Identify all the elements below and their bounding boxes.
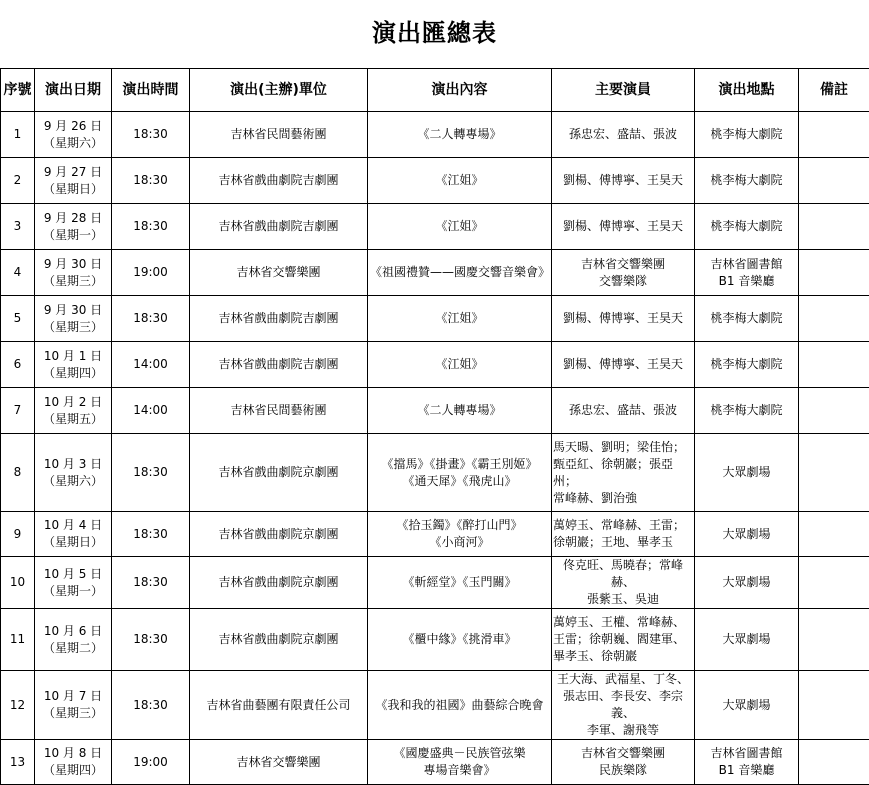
cell-note <box>799 671 869 740</box>
cell-venue: 吉林省圖書館 B1 音樂廳 <box>695 250 799 296</box>
cell-date: 10 月 8 日 （星期四） <box>35 740 112 785</box>
cell-content: 《我和我的祖國》曲藝綜合晚會 <box>368 671 552 740</box>
cell-venue: 桃李梅大劇院 <box>695 342 799 388</box>
cell-venue: 吉林省圖書館 B1 音樂廳 <box>695 740 799 785</box>
table-row <box>1 250 869 296</box>
header-cell-date: 演出日期 <box>35 69 112 112</box>
cell-note <box>799 609 869 671</box>
cell-date: 10 月 2 日 （星期五） <box>35 388 112 434</box>
table-row <box>1 342 869 388</box>
cell-note <box>799 158 869 204</box>
cell-org: 吉林省曲藝團有限責任公司 <box>190 671 368 740</box>
table-row <box>1 388 869 434</box>
cell-time: 18:30 <box>112 434 190 512</box>
cell-org: 吉林省戲曲劇院京劇團 <box>190 512 368 557</box>
cell-date: 10 月 1 日 （星期四） <box>35 342 112 388</box>
cell-content: 《櫃中緣》《挑滑車》 <box>368 609 552 671</box>
page-title: 演出匯總表 <box>0 0 869 60</box>
cell-time: 18:30 <box>112 557 190 609</box>
cell-actors: 劉楊、傅博寧、王昊天 <box>552 158 695 204</box>
cell-time: 18:30 <box>112 158 190 204</box>
cell-content: 《二人轉專場》 <box>368 388 552 434</box>
cell-time: 18:30 <box>112 204 190 250</box>
cell-org: 吉林省戲曲劇院吉劇團 <box>190 342 368 388</box>
cell-venue: 桃李梅大劇院 <box>695 204 799 250</box>
cell-note <box>799 388 869 434</box>
cell-note <box>799 557 869 609</box>
table-row <box>1 609 869 671</box>
table-row <box>1 740 869 785</box>
cell-org: 吉林省戲曲劇院京劇團 <box>190 609 368 671</box>
cell-content: 《國慶盛典－民族管弦樂 專場音樂會》 <box>368 740 552 785</box>
cell-venue: 大眾劇場 <box>695 434 799 512</box>
header-cell-org: 演出(主辦)單位 <box>190 69 368 112</box>
cell-venue: 桃李梅大劇院 <box>695 112 799 158</box>
cell-content: 《江姐》 <box>368 158 552 204</box>
cell-content: 《斬經堂》《玉門關》 <box>368 557 552 609</box>
cell-actors: 馬天暘、劉明；梁佳怡； 甄亞紅、徐朝巖；張亞州； 常峰赫、劉治強 <box>552 434 695 512</box>
cell-no: 3 <box>1 204 35 250</box>
cell-no: 2 <box>1 158 35 204</box>
cell-actors: 佟克旺、馬曉春；常峰赫、 張紫玉、吳迪 <box>552 557 695 609</box>
cell-content: 《拾玉鐲》《醉打山門》 《小商河》 <box>368 512 552 557</box>
header-cell-note: 備註 <box>799 69 869 112</box>
cell-date: 9 月 26 日 （星期六） <box>35 112 112 158</box>
cell-venue: 大眾劇場 <box>695 609 799 671</box>
cell-org: 吉林省民間藝術團 <box>190 388 368 434</box>
cell-actors: 劉楊、傅博寧、王昊天 <box>552 204 695 250</box>
cell-date: 9 月 30 日 （星期三） <box>35 296 112 342</box>
cell-venue: 桃李梅大劇院 <box>695 158 799 204</box>
cell-org: 吉林省戲曲劇院京劇團 <box>190 557 368 609</box>
cell-org: 吉林省戲曲劇院吉劇團 <box>190 296 368 342</box>
cell-time: 18:30 <box>112 671 190 740</box>
header-cell-time: 演出時間 <box>112 69 190 112</box>
cell-date: 9 月 30 日 （星期三） <box>35 250 112 296</box>
cell-actors: 孫忠宏、盛喆、張波 <box>552 388 695 434</box>
cell-org: 吉林省戲曲劇院京劇團 <box>190 434 368 512</box>
header-cell-venue: 演出地點 <box>695 69 799 112</box>
cell-note <box>799 112 869 158</box>
cell-date: 9 月 27 日 （星期日） <box>35 158 112 204</box>
cell-content: 《二人轉專場》 <box>368 112 552 158</box>
cell-actors: 萬婷玉、常峰赫、王雷； 徐朝巖；王地、畢孝玉 <box>552 512 695 557</box>
table-row <box>1 204 869 250</box>
cell-actors: 吉林省交響樂團 民族樂隊 <box>552 740 695 785</box>
cell-time: 18:30 <box>112 296 190 342</box>
cell-no: 13 <box>1 740 35 785</box>
cell-actors: 劉楊、傅博寧、王昊天 <box>552 342 695 388</box>
cell-content: 《祖國禮贊——國慶交響音樂會》 <box>368 250 552 296</box>
performance-table <box>0 68 869 785</box>
cell-no: 12 <box>1 671 35 740</box>
cell-note <box>799 342 869 388</box>
cell-note <box>799 434 869 512</box>
cell-no: 10 <box>1 557 35 609</box>
cell-venue: 大眾劇場 <box>695 512 799 557</box>
cell-date: 10 月 6 日 （星期二） <box>35 609 112 671</box>
cell-time: 14:00 <box>112 342 190 388</box>
cell-no: 5 <box>1 296 35 342</box>
cell-note <box>799 740 869 785</box>
cell-venue: 桃李梅大劇院 <box>695 388 799 434</box>
cell-org: 吉林省戲曲劇院吉劇團 <box>190 158 368 204</box>
cell-no: 8 <box>1 434 35 512</box>
table-row <box>1 296 869 342</box>
cell-content: 《擋馬》《掛畫》《霸王別姬》 《通天犀》《飛虎山》 <box>368 434 552 512</box>
cell-time: 18:30 <box>112 609 190 671</box>
table-row <box>1 158 869 204</box>
cell-content: 《江姐》 <box>368 204 552 250</box>
cell-note <box>799 296 869 342</box>
cell-note <box>799 512 869 557</box>
cell-time: 19:00 <box>112 740 190 785</box>
cell-date: 10 月 7 日 （星期三） <box>35 671 112 740</box>
cell-note <box>799 250 869 296</box>
cell-note <box>799 204 869 250</box>
cell-time: 18:30 <box>112 112 190 158</box>
cell-actors: 劉楊、傅博寧、王昊天 <box>552 296 695 342</box>
cell-date: 10 月 3 日 （星期六） <box>35 434 112 512</box>
cell-venue: 大眾劇場 <box>695 671 799 740</box>
cell-content: 《江姐》 <box>368 296 552 342</box>
cell-time: 19:00 <box>112 250 190 296</box>
cell-date: 9 月 28 日 （星期一） <box>35 204 112 250</box>
cell-org: 吉林省交響樂團 <box>190 250 368 296</box>
cell-actors: 孫忠宏、盛喆、張波 <box>552 112 695 158</box>
cell-no: 1 <box>1 112 35 158</box>
cell-org: 吉林省戲曲劇院吉劇團 <box>190 204 368 250</box>
cell-content: 《江姐》 <box>368 342 552 388</box>
cell-date: 10 月 5 日 （星期一） <box>35 557 112 609</box>
cell-no: 9 <box>1 512 35 557</box>
cell-time: 18:30 <box>112 512 190 557</box>
cell-org: 吉林省民間藝術團 <box>190 112 368 158</box>
table-row <box>1 512 869 557</box>
cell-actors: 王大海、武福星、丁冬、 張志田、李長安、李宗義、 李軍、謝飛等 <box>552 671 695 740</box>
cell-no: 11 <box>1 609 35 671</box>
header-cell-no: 序號 <box>1 69 35 112</box>
header-cell-actors: 主要演員 <box>552 69 695 112</box>
table-row <box>1 434 869 512</box>
cell-org: 吉林省交響樂團 <box>190 740 368 785</box>
table-row <box>1 671 869 740</box>
cell-time: 14:00 <box>112 388 190 434</box>
table-row <box>1 557 869 609</box>
table-row <box>1 112 869 158</box>
cell-venue: 大眾劇場 <box>695 557 799 609</box>
cell-no: 7 <box>1 388 35 434</box>
cell-date: 10 月 4 日 （星期日） <box>35 512 112 557</box>
cell-no: 4 <box>1 250 35 296</box>
cell-no: 6 <box>1 342 35 388</box>
header-cell-content: 演出內容 <box>368 69 552 112</box>
cell-venue: 桃李梅大劇院 <box>695 296 799 342</box>
header-row <box>1 69 869 112</box>
cell-actors: 萬婷玉、王權、常峰赫、 王雷；徐朝巍、閻建軍、 畢孝玉、徐朝巖 <box>552 609 695 671</box>
cell-actors: 吉林省交響樂團 交響樂隊 <box>552 250 695 296</box>
